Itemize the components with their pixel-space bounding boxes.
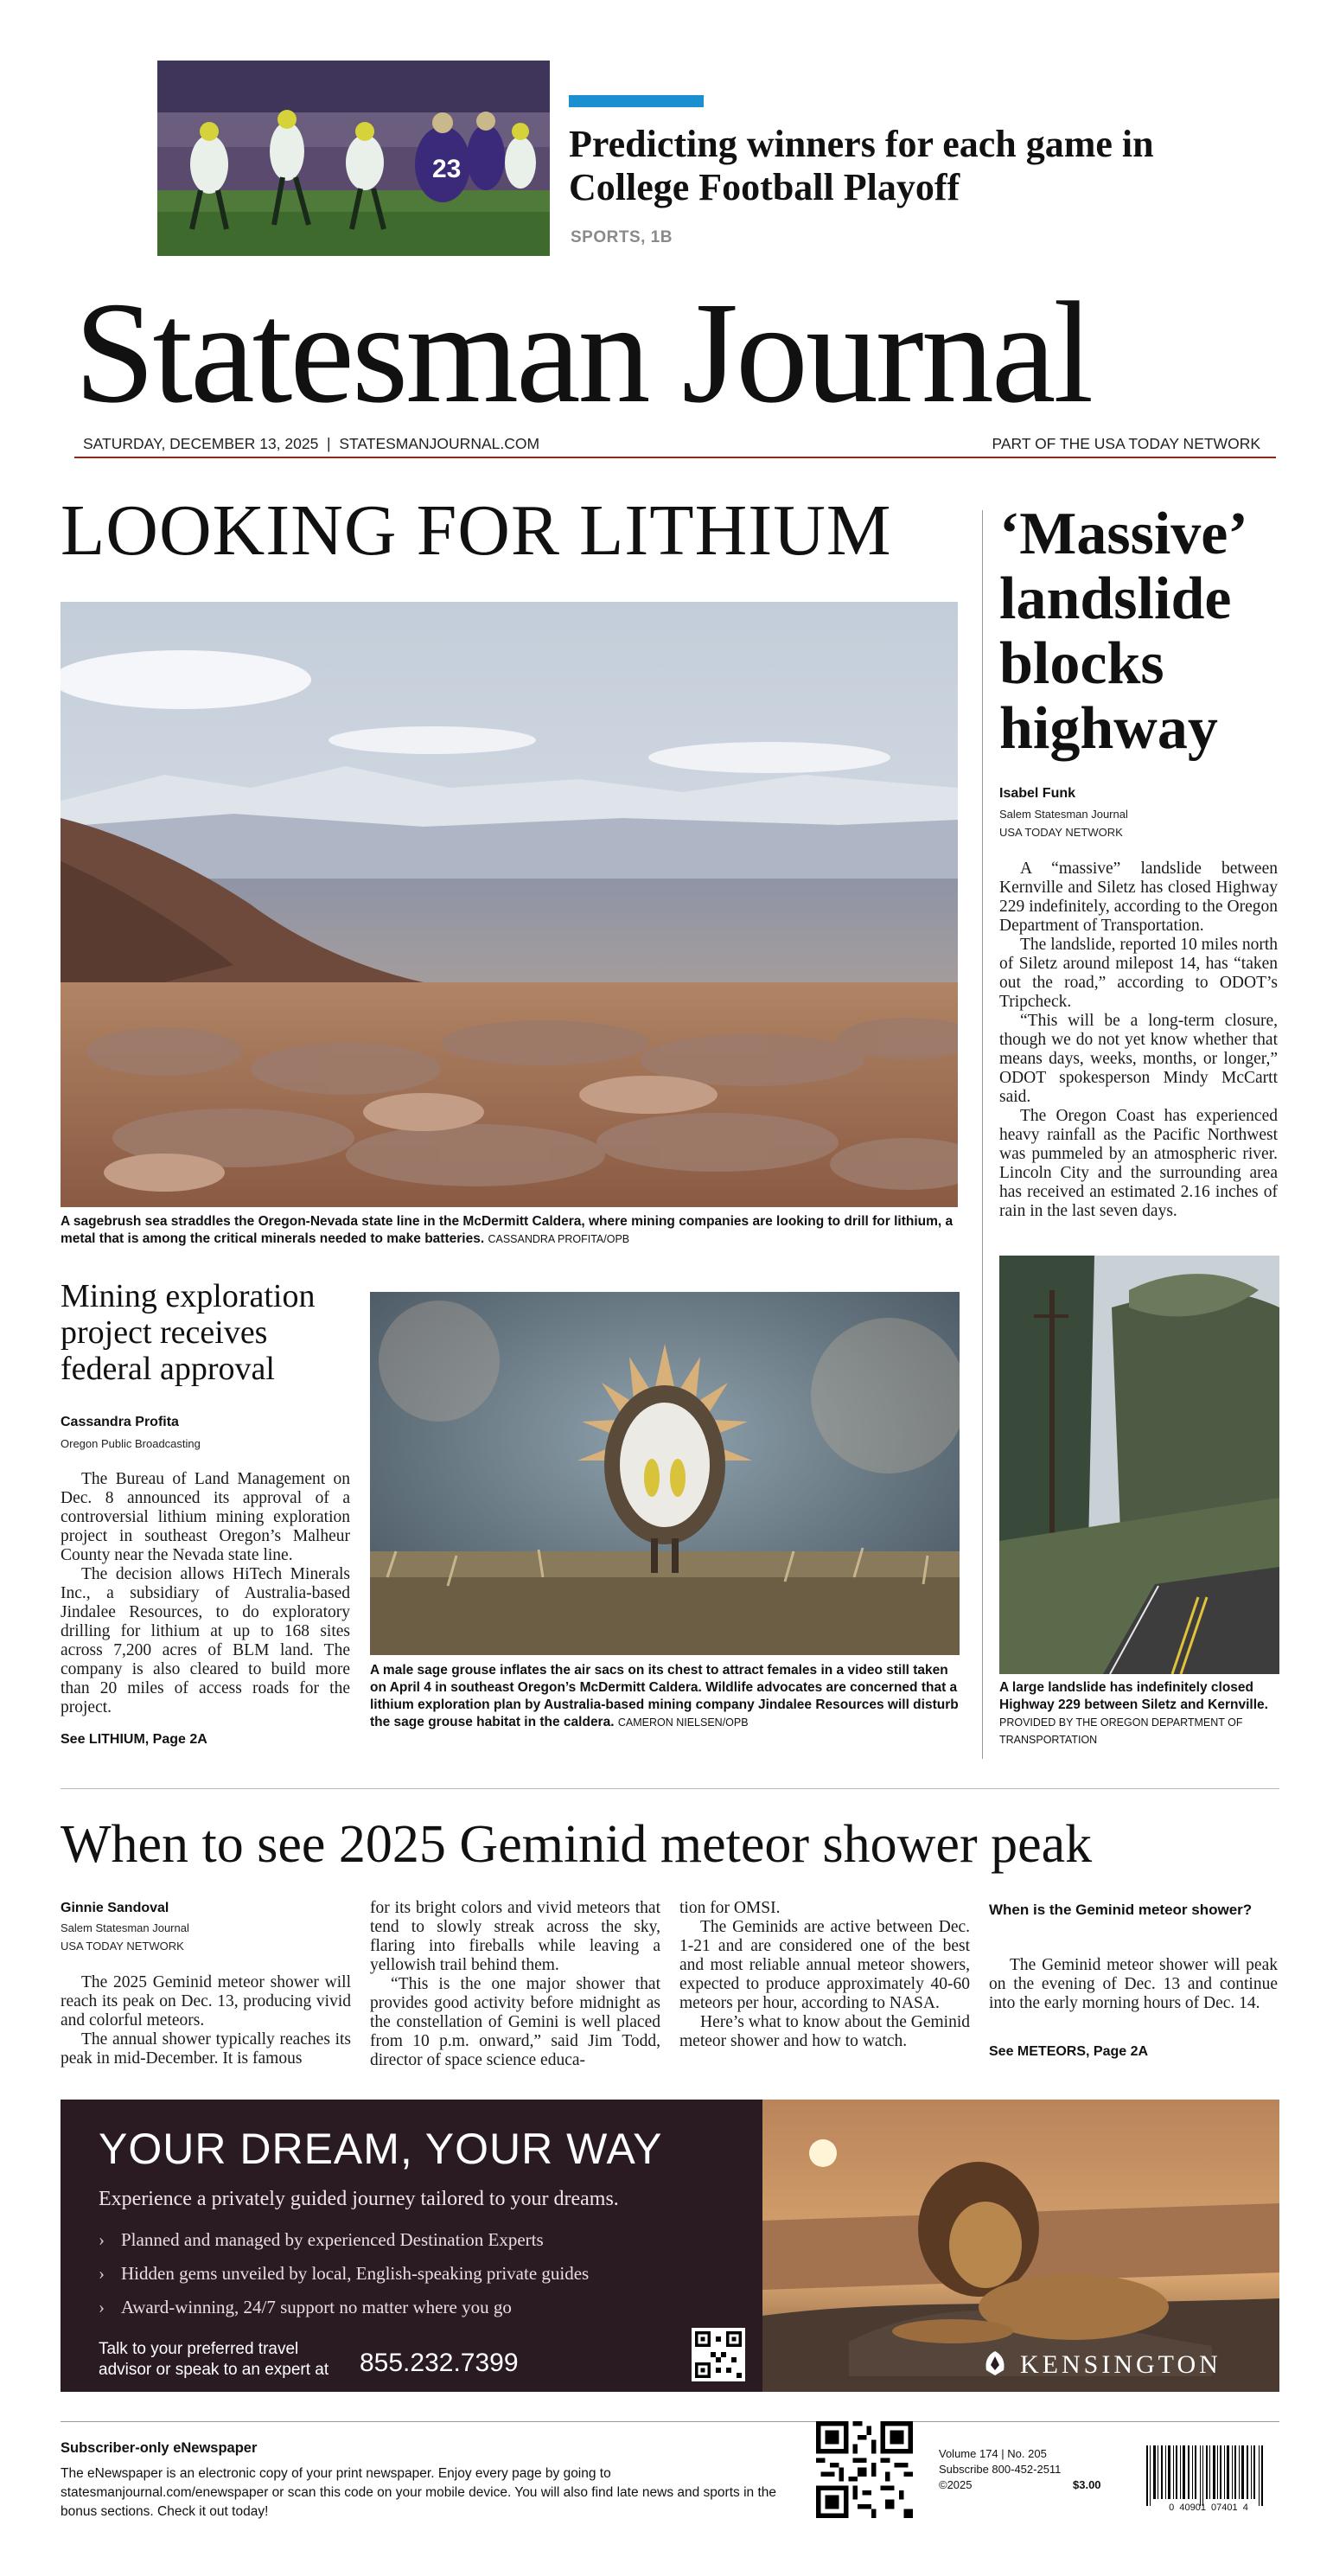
ad-bullet-text: Hidden gems unveiled by local, English-speaking private guides bbox=[121, 2263, 590, 2284]
lithium-main-photo[interactable] bbox=[61, 602, 958, 1207]
section-divider bbox=[61, 1788, 1279, 1789]
landslide-byline-org1: Salem Statesman Journal bbox=[999, 808, 1128, 821]
geminid-paragraph: Here’s what to know about the Geminid meteor shower and how to watch. bbox=[679, 2013, 970, 2050]
ad-bullet-text: Award-winning, 24/7 support no matter where you go bbox=[121, 2297, 512, 2317]
geminid-byline-name: Ginnie Sandoval bbox=[61, 1901, 169, 1915]
geminid-paragraph: for its bright colors and vivid meteors that tend to slowly streak across the sky, flaring into fireballs while leaving a yellowish trail behind them. bbox=[370, 1899, 660, 1974]
ad-cta-line2: advisor or speak to an expert at bbox=[99, 2361, 329, 2379]
ad-phone[interactable]: 855.232.7399 bbox=[360, 2349, 519, 2377]
masthead-network: PART OF THE USA TODAY NETWORK bbox=[992, 435, 1260, 452]
geminid-headline[interactable]: When to see 2025 Geminid meteor shower peak bbox=[61, 1815, 1093, 1874]
footer-copyright: ©2025 bbox=[939, 2478, 973, 2491]
landslide-paragraph: A “massive” landslide between Kernville and Siletz has closed Highway 229 indefinitely, according to the Oregon Department of Transportation. bbox=[999, 860, 1278, 935]
geminid-paragraph: tion for OMSI. bbox=[679, 1899, 781, 1917]
lithium-main-caption-text: A sagebrush sea straddles the Oregon-Nevada state line in the McDermitt Caldera, where mining companies are looking to drill for lithium, a metal that is among the critical minerals needed to make batteries. bbox=[61, 1214, 954, 1246]
enewspaper-qr-code-icon[interactable] bbox=[816, 2421, 913, 2518]
travel-ad[interactable] bbox=[61, 2100, 1279, 2392]
ad-bullet bbox=[99, 2297, 589, 2318]
footer-volume: Volume 174 | No. 205 bbox=[939, 2447, 1047, 2460]
ad-lion-photo bbox=[762, 2100, 1279, 2392]
geminid-paragraph: The annual shower typically reaches its peak in mid-December. It is famous bbox=[61, 2030, 351, 2068]
svg-text:23: 23 bbox=[432, 155, 462, 183]
ad-brand: KENSINGTON bbox=[1020, 2350, 1221, 2379]
landslide-paragraph: “This will be a long-term closure, though we do not yet know whether that means days, weeks, months, or longer,” ODOT spokesperson Mindy McCartt said. bbox=[999, 1012, 1278, 1106]
lithium-jump-link[interactable]: See LITHIUM, Page 2A bbox=[61, 1732, 207, 1747]
teaser-headline[interactable]: Predicting winners for each game in College Football Playoff bbox=[569, 123, 1154, 208]
geminid-byline-org1: Salem Statesman Journal bbox=[61, 1921, 189, 1934]
kensington-logo-icon bbox=[979, 2348, 1011, 2379]
geminid-sidebar-text: The Geminid meteor shower will peak on the evening of Dec. 13 and continue into the early morning hours of Dec. 14. bbox=[989, 1956, 1278, 2012]
ad-cta-line1: Talk to your preferred travel bbox=[99, 2340, 299, 2358]
teaser-photo-football[interactable] bbox=[157, 61, 550, 256]
geminid-paragraph: The Geminids are active between Dec. 1-21 and are considered one of the best and most reliable annual meteor showers, expected to produce approximately 40-60 meteors per hour, according to NASA. bbox=[679, 1918, 970, 2012]
ad-bullet bbox=[99, 2263, 589, 2285]
upc-digits: 0 40901 07401 4 bbox=[1169, 2502, 1248, 2513]
column-divider bbox=[982, 510, 983, 1759]
geminid-paragraph: The 2025 Geminid meteor shower will reach its peak on Dec. 13, producing vivid and colorful meteors. bbox=[61, 1973, 351, 2029]
landslide-photo[interactable] bbox=[999, 1256, 1279, 1674]
geminid-col3 bbox=[679, 1899, 970, 2051]
lithium-headline[interactable]: Mining exploration project receives federal approval bbox=[61, 1278, 316, 1387]
ad-subhead: Experience a privately guided journey tailored to your dreams. bbox=[99, 2188, 619, 2210]
masthead-rule bbox=[74, 457, 1276, 458]
chevron-right-icon: › bbox=[99, 2229, 105, 2250]
footer-price: $3.00 bbox=[1073, 2478, 1101, 2491]
landslide-caption bbox=[999, 1679, 1281, 1748]
grouse-credit: CAMERON NIELSEN/OPB bbox=[617, 1716, 749, 1729]
landslide-paragraph: The Oregon Coast has experienced heavy rainfall as the Pacific Northwest was pummeled by an atmospheric river. Lincoln City and the surrounding area has received an estimated 2.16 inches of rain in the last seven days. bbox=[999, 1107, 1278, 1220]
grouse-caption bbox=[370, 1662, 961, 1731]
landslide-credit: PROVIDED BY THE OREGON DEPARTMENT OF TRANSPORTATION bbox=[999, 1716, 1243, 1746]
ad-bullet-text: Planned and managed by experienced Destination Experts bbox=[121, 2229, 544, 2250]
lithium-body bbox=[61, 1470, 350, 1717]
ad-headline: YOUR DREAM, YOUR WAY bbox=[99, 2125, 663, 2173]
lithium-main-caption bbox=[61, 1213, 960, 1248]
ad-bullet-list bbox=[99, 2229, 589, 2330]
lithium-banner[interactable]: LOOKING FOR LITHIUM bbox=[61, 490, 892, 571]
footer-subscribe: Subscribe 800-452-2511 bbox=[939, 2463, 1062, 2476]
chevron-right-icon: › bbox=[99, 2297, 105, 2317]
geminid-sidebar-body bbox=[989, 1956, 1278, 2013]
chevron-right-icon: › bbox=[99, 2263, 105, 2284]
lithium-main-credit: CASSANDRA PROFITA/OPB bbox=[488, 1233, 630, 1245]
geminid-paragraph: “This is the one major shower that provides good activity before midnight as the constellation of Gemini is well placed from 10 p.m. onward,” said Jim Todd, director of space science educa- bbox=[370, 1975, 660, 2069]
grouse-caption-text: A male sage grouse inflates the air sacs on its chest to attract females in a video still taken on April 4 in southeast Oregon’s McDermitt Caldera. Wildlife advocates are concerned that a lithium exploration plan by Australia-based mining company Jindalee Resources will disturb the sage grouse habitat in the caldera. bbox=[370, 1663, 959, 1729]
landslide-byline-name: Isabel Funk bbox=[999, 786, 1076, 801]
geminid-jump-link[interactable]: See METEORS, Page 2A bbox=[989, 2044, 1149, 2059]
geminid-byline-org2: USA TODAY NETWORK bbox=[61, 1940, 184, 1953]
landslide-paragraph: The landslide, reported 10 miles north of Siletz around milepost 14, has “taken out the road,” according to ODOT’s Tripcheck. bbox=[999, 936, 1278, 1011]
lithium-byline-org: Oregon Public Broadcasting bbox=[61, 1437, 201, 1450]
lithium-byline-name: Cassandra Profita bbox=[61, 1415, 179, 1429]
upc-barcode bbox=[1139, 2445, 1278, 2518]
landslide-body bbox=[999, 860, 1278, 1221]
lithium-paragraph: The Bureau of Land Management on Dec. 8 announced its approval of a controversial lithium mining exploration project in southeast Oregon’s Malheur County near the Nevada state line. bbox=[61, 1470, 350, 1564]
footer-divider bbox=[61, 2421, 1279, 2422]
grouse-photo[interactable] bbox=[370, 1292, 960, 1655]
teaser-section[interactable]: SPORTS, 1B bbox=[571, 228, 673, 246]
ad-bullet bbox=[99, 2229, 589, 2251]
geminid-sidebar-head: When is the Geminid meteor shower? bbox=[989, 1902, 1253, 1918]
footer-title: Subscriber-only eNewspaper bbox=[61, 2440, 258, 2456]
landslide-caption-text: A large landslide has indefinitely closed Highway 229 between Siletz and Kernville. bbox=[999, 1680, 1268, 1712]
lithium-paragraph: The decision allows HiTech Minerals Inc., a subsidiary of Australia-based Jindalee Resources, to do exploratory drilling for lithium at up to 168 sites across 7,200 acres of BLM land. The company is also cleared to build more than 20 miles of access roads for the project. bbox=[61, 1565, 350, 1716]
landslide-headline[interactable]: ‘Massive’ landslide blocks highway bbox=[999, 501, 1244, 762]
teaser-accent-bar bbox=[569, 95, 704, 107]
geminid-col2 bbox=[370, 1899, 660, 2070]
landslide-byline-org2: USA TODAY NETWORK bbox=[999, 826, 1123, 839]
ad-qr-code-icon[interactable] bbox=[692, 2328, 745, 2381]
footer-text: The eNewspaper is an electronic copy of your print newspaper. Enjoy every page by going to statesmanjournal.com/enewspaper or scan this code on your mobile device. You will also find late news and sports in the bonus sections. Check it out today! bbox=[61, 2466, 776, 2519]
masthead-title: Statesman Journal bbox=[74, 272, 1092, 433]
masthead-date-line: SATURDAY, DECEMBER 13, 2025 | STATESMANJOURNAL.COM bbox=[83, 435, 540, 452]
geminid-col1 bbox=[61, 1973, 351, 2068]
